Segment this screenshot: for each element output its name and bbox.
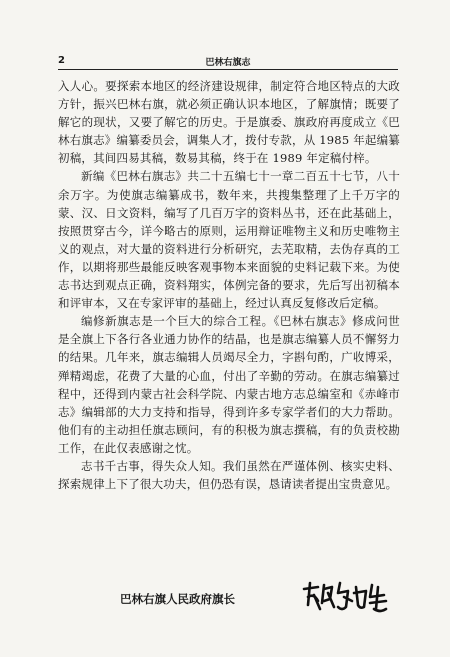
paragraph: 编修新旗志是一个巨大的综合工程。《巴林右旗志》修成问世是全旗上下各行各业通力协作的结晶，也是旗志编纂人员不懈努力的结果。几年来，旗志编辑人员竭尽全力，字斟句酌，广收博采，殚精竭虑，花费了大量的心血，付出了辛勤的劳动。在旗志编纂过程中，还得到内蒙古社会科学院、内蒙古地方志总编室和《赤峰市志》编辑部的大力支持和指导，得到许多专家学者们的大力帮助。他们有的主动担任旗志顾问，有的积极为旗志撰稿，有的负责校勘工作，在此仅表感谢之忱。	[58, 314, 400, 455]
running-title: 巴林右旗志	[205, 58, 251, 68]
signature-title: 巴林右旗人民政府旗长	[120, 592, 235, 606]
paragraph-continued: 入人心。要探索本地区的经济建设规律，制定符合地区特点的大政方针，振兴巴林右旗，就必须正确认识本地区，了解旗情；既要了解它的现状，又要了解它的历史。于是旗委、旗政府再度成立《巴林右旗志》编纂委员会，调集人才，拨付专款，从 1985 年起编纂初稿，其间四易其稿，数易其稿，终于在 1989 年定稿付梓。	[58, 79, 400, 166]
page-header	[58, 55, 398, 70]
body-text	[58, 77, 400, 493]
paragraph: 新编《巴林右旗志》共二十五编七十一章二百五十七节，八十余万字。为使旗志编纂成书，数年来，共搜集整理了上千万字的蒙、汉、日文资料，编写了几百万字的资料丛书，还在此基础上，按照贯穿古今，详今略古的原则，运用辩证唯物主义和历史唯物主义的观点，对大量的资料进行分析研究，去芜取精，去伪存真的工作，以期将那些最能反映客观事物本来面貌的史料记载下来。为使志书达到观点正确，资料翔实，体例完备的要求，先后写出初稿本和评审本，又在专家评审的基础上，经过认真反复修改后定稿。	[58, 169, 400, 311]
signature-block	[120, 583, 400, 613]
page-number: 2	[58, 55, 65, 66]
paragraph: 志书千古事，得失众人知。我们虽然在严谨体例、核实史料、探索规律上下了很大功夫，但仍恐有误，恳请读者提出宝贵意见。	[58, 458, 400, 492]
handwritten-signature	[300, 579, 390, 615]
